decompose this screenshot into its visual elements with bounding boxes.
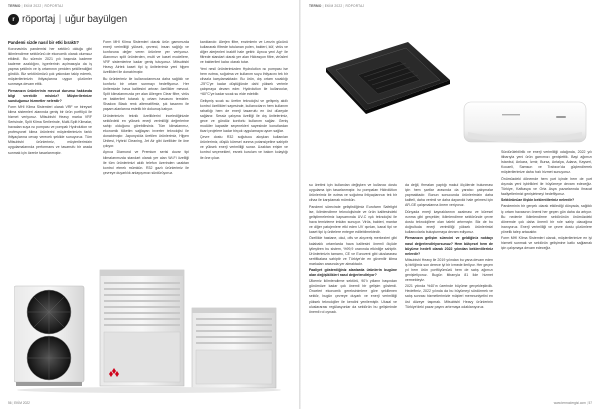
article-paragraph: Form MHI Klima Sistemleri olarak VRF ve bireysel klima sistemleri alanında geniş bir ürün portföyü ile hizmet veriyoruz. Mitsubishi Heavy marka VRF Serisinde, Split Klima Serilerinde, Multi-Split Klimalar, havadan suya ısı pompası ve pompalı Hydrolution ve profesyonel klima ürünlerini müşterilerimizin farklı ihtiyaçlarına cevap verecek şekilde sunuyoruz. Tüm Mitsubishi ürünlerimiz, müşterilerimizin uygulamalarında performans ve tasarrufu bir arada sunmak için özenle tasarlanmıştır. — [8, 105, 92, 155]
article-paragraph: Ürünlerimizin teknik özelliklerini incelediğinizde sektördeki en yüksek enerji verimliliği değerlerine sahip olduğunu görebilirsiniz. Tüm klimalarımız, ekonomik tüketim sağlayan inverter teknolojisi ile donatılmıştır. Japonya'da üretilen ürünlerimiz, Hijyen Ünitesi, Hybrid Cleaning, Jet Air gibi özellikler ile öne çıkıyor. — [103, 113, 189, 148]
article-paragraph: Pandeminin bir gerçek olarak etkilediği dünyada, sağlıklı iç ortam havasının önemi her geçen gün daha da artıyor. Bu nedenle iklimlendirme sektörünün önümüzdeki dönemde çok daha önemli bir role sahip olacağına inanıyoruz. Enerji verimliliği ve çevre dostu çözümlere yönelik talep artacaktır. — [501, 204, 592, 234]
article-paragraph: Bu ürünlerimiz ile kullanıcılarımıza daha sağlıklı ve konforlu bir ortam sunmayı hedefliyoruz. Her ünitemizde hava kalitesini artıran özellikler mevcut. Split klimalarımızda yer alan Allergen Clear filtre, virüs ve bakterileri tutarak iç ortam havasını temizler. Shadow Black renk alternatifimiz, şık tasarımı ile yaşam alanlarına estetik bir dokunuş katıyor. — [103, 76, 189, 112]
left-page-number: 56 — [8, 401, 12, 405]
article-question: Sektörünüze ilişkin beklentileriniz nelerdir? — [501, 198, 575, 203]
article-question: Firmanızın ürünlerinin mevcut durumu hakkında bilgi verebilir misiniz? Müşterilerinize sunduğunuz hizmetler nelerdir? — [8, 88, 92, 104]
article-paragraph: Pandemi sürecinde geliştirdiğimiz Eurofarm Safelight ise, iklimlendirme teknolojisinde ve ürün kalitesindeki geliştirmelerimiz kapsamında UV-C ışık teknolojisi ile hava temizleme imkânı sunuyor. Virüs, bakteri, mantar ve diğer patojenlere etki eden UV ışınları, kanal tipi ve kaset tipi iç ünitelere entegre edilebilmektedir. — [309, 204, 397, 234]
cassette-indoor-unit — [326, 42, 450, 114]
article-paragraph: da değil, firmaları yaptığı makul ölçülerde bulunması için hem şartlar arasında da yaratıcı çalışmalar yapmaktadır. Bunun sonucunda ürünlerimizin daha kaliteli, daha verimli ve daha dayanıklı hale gelmesi için AR-GE çalışmalarına önem veriyoruz. — [405, 183, 493, 208]
article-paragraph: Mitsubishi Heavy ile 2019 yılından bu yana devam eden iş birliğimiz son derece iyi bir ivmede ilerliyor. Her geçen yıl hem ürün portföyümüzü hem de satış ağımızı genişletiyoruz. Bugün itibarıyla 81 ilde hizmet vermekteyiz. — [405, 257, 493, 282]
section-word: röportaj — [22, 14, 56, 25]
article-question: Firmanızın gelişim sürecini ve geldiğiniz noktayı nasıl değerlendiriyorsunuz? Hem bütçesel hem de büyüme hedefi olarak 2022 yılından beklentileriniz nelerdir? — [405, 236, 493, 256]
article-paragraph: Önümüzdeki dönemde hem yurt içinde hem de yurt dışında yeni işbirlikleri ile büyümeye devam edeceğiz. Türkiye, Kafkasya ve Orta Asya pazarlarında ihracat faaliyetlerimizi genişletmeyi hedefliyoruz. — [501, 176, 592, 196]
article-paragraph: 2021 yılında %40'ın üzerinde büyüme gerçekleştirdik. Hedefimiz, 2022 yılında da bu büyümeyi sürdürmek ve satış sonrası hizmetlerimizle müşteri memnuniyetini en üst düzeye taşımak. Mitsubishi Heavy ürünlerinin Türkiye'deki pazar payını artırmaya odaklanıyoruz. — [405, 284, 493, 309]
article-paragraph: Form MHI Klima Sistemleri olarak ürün gamımızda enerji verimliliği yüksek, çevreci, insan sağlığı ve konforuna değer veren ürünlere yer veriyoruz. Alanımızı split ürünlerden, multi ve kaset modellere, VRF sistemlerine kadar geniş tutuyoruz. Mitsubishi Heavy Airtek kaset tipi iç ünitelerimiz yeni hijyen özellikleri ile donatılmıştır. — [103, 40, 189, 75]
article-paragraph: Form MHI Klima Sistemleri olarak, müşterilerimize en iyi hizmeti sunmak ve sektörün gelişimine katkı sağlamak için çalışmaya devam edeceğiz. — [501, 236, 592, 251]
right-column-3 — [501, 150, 592, 395]
wall-mounted-split-unit — [464, 102, 586, 143]
section-header — [8, 14, 127, 25]
article-question: Pandemi sizde nasıl bir etki bıraktı? — [8, 40, 79, 45]
left-footer-issue: EKİM 2022 — [14, 401, 30, 405]
article-paragraph: Sürdürülebilirlik ve enerji verimliliği odağında, 2022 yılı itibarıyla yeni ürün gamımızı genişlettik. Bayi ağımızı İstanbul, Ankara, İzmir, Bursa, Antalya, Adana, Kayseri, Kocaeli, Samsun ve Trabzon'da güçlendirerek müşterilerimize daha hızlı hizmet sunuyoruz. — [501, 150, 592, 175]
right-running-head: TERMO | EKİM 2022 | RÖPORTAJ — [309, 4, 365, 8]
article-paragraph: Koronavirüs pandemisi her sektörü olduğu gibi iklimlendirme sektörünü de ekonomik olarak olumsuz etkiledi. Bu sürecin 2021 yılı başında kademe kademe azaldığını, işyerlerinin açılmasıyla da iş yapma şeklinin ve iş ortamının yeniden şekillendiğini gördük. Biz sektörümüzü çok yakından takip ederek, müşterilerimizin ihtiyaçlarına uygun çözümler sunmaya devam ettik. — [8, 47, 92, 87]
vrf-outdoor-units-photo — [14, 250, 284, 395]
article-paragraph: Dünyada enerji kaynaklarının azalması ve küresel ısınma gibi gerçekler, iklimlendirme sektöründe çevre dostu teknolojilere olan talebi artırmıştır. Biz de bu doğrultuda enerji verimliliği yüksek ürünlerimizi kullanıcılarla buluşturmaya devam ediyoruz. — [405, 209, 493, 234]
left-column-2 — [103, 40, 189, 252]
right-footer: www.termodergisi.com | 57 — [553, 401, 592, 405]
right-runner-magazine: TERMO — [309, 4, 322, 8]
left-column-3 — [200, 40, 288, 252]
right-page-number: 57 — [588, 401, 592, 405]
left-runner-section: RÖPORTAJ — [44, 4, 64, 8]
left-running-head: TERMO | EKİM 2022 | RÖPORTAJ — [8, 4, 64, 8]
article-paragraph: Çevre dostu R32 soğutucu akışkan kullanılan ürünlerimiz, düşük küresel ısınma potansiyeline sahiptir ve yüksek enerji verimliliği sunar. Uzaktan erişim ve kontrol seçenekleri, esnek kurulum ve bakım kolaylığı ile öne çıkar. — [200, 135, 288, 160]
large-vrf-unit — [100, 270, 184, 386]
interviewee-name: uğur bayülgen — [64, 14, 128, 25]
article-paragraph: Yeni nesil ürünlerimizden Hydrolution ısı pompası ise hem ısıtma, soğutma ve kullanım suyu ihtiyacını tek bir cihazla karşılamaktadır. Bu ürün, dış ortam sıcaklığı -25°C'ye kadar düştüğünde dahi yüksek verimle çalışmaya devam eder. Hydrolution ile kullanıcılar, +60°C'ye kadar sıcak su elde edebilir. — [200, 66, 288, 96]
right-runner-section: RÖPORTAJ — [345, 4, 365, 8]
website-link[interactable]: www.termodergisi.com — [553, 401, 586, 405]
article-paragraph: Gelişmiş sıcak su üretim teknolojisi ve gelişmiş akıllı kontrol özellikleri sayesinde, kullanıcıların hem kullanım rahatlığı hem de enerji tasarrufu en üst düzeyde sağlanır. Sessiz çalışma özelliği ile dış ünitelerimiz, gece ve gündüz konforlu kullanım sağlar. Geniş modüler kapasite seçenekleri sayesinde konutlardan ticari projelere kadar birçok uygulamaya uyum sağlar. — [200, 98, 288, 133]
right-column-1 — [309, 183, 397, 395]
left-runner-issue: EKİM 2022 — [23, 4, 42, 8]
left-footer: 56 | EKİM 2022 — [8, 401, 30, 405]
article-paragraph: su üretimi için kullanılan değişken ve kullanıcı dostu uygulama için tasarlanmıştır. Isı pompaları Hidrolütion ürünlerimiz ile ısıtma ve soğutma ihtiyaçlarınızı tek bir cihaz ile karşılamak mümkün. — [309, 183, 397, 203]
article-paragraph: Özellikle hastane, okul, ofis ve alışveriş merkezleri gibi kalabalık ortamlarda hava kalitesini önemli ölçüde iyileştiren bu sistem, %99,9 oranında etkinliğe sahiptir. Ürünlerimizin tamamı, CE ve Eurovent gibi uluslararası sertifikalara sahiptir ve Türkiye'de en güvenilir klima markaları arasında yer almaktadır. — [309, 236, 397, 266]
article-paragraph: kanlılarıdır. Alerjen filtre, enzimlerin ve Lenzin gücünü kullanarak filtrede tutulanan polen, bakteri, küf, virüs ve diğer alerjenleri inaktif hale getirir. Ayrıca yeni Ag+ ile filtrede standart olarak yer alan Hidrasyon filtre, virüsleri ve bakterileri kalıcı olarak tutar. — [200, 40, 288, 65]
left-runner-magazine: TERMO — [8, 4, 21, 8]
article-paragraph: Ülkemiz iklimlendirme sektörü, 90'lı yılların başından günümüze kadar çok önemli bir gelişim gösterdi. Önceleri ekonomik gereksinimlere göre şekillenen sektör, bugün çevreye duyarlı ve enerji verimliliği yüksek teknolojiler ile kendini yenilemiştir. Ulusal ve uluslararası regülasyonlar da sektörün bu gelişiminde önemli rol oynadı. — [309, 279, 397, 314]
small-outdoor-unit — [14, 286, 84, 386]
right-runner-issue: EKİM 2022 — [324, 4, 343, 8]
section-title: röportaj | uğur bayülgen — [22, 14, 128, 25]
page-spine — [299, 0, 301, 409]
right-column-2 — [405, 183, 493, 395]
article-question: Faaliyet gösterdiğiniz alanlarda ürünlerin bugüne olan değişiklikleri nasıl değerlendiriyor? — [309, 268, 397, 278]
article-paragraph: Ayrıca Diamond ve Premium serisi duvar tipi klimalarımızda standart olarak yer alan Wi-Fi özelliği ile tüm ürünlerimizi akıllı telefon üzerinden uzaktan kontrol etmek mümkün. R32 gazlı ürünlerimiz ile çevreye duyarlılık anlayışımızı sürdürüyoruz. — [103, 150, 189, 175]
section-badge-icon: r — [8, 14, 19, 25]
medium-vrf-unit — [192, 308, 276, 388]
left-column-1 — [8, 40, 92, 252]
